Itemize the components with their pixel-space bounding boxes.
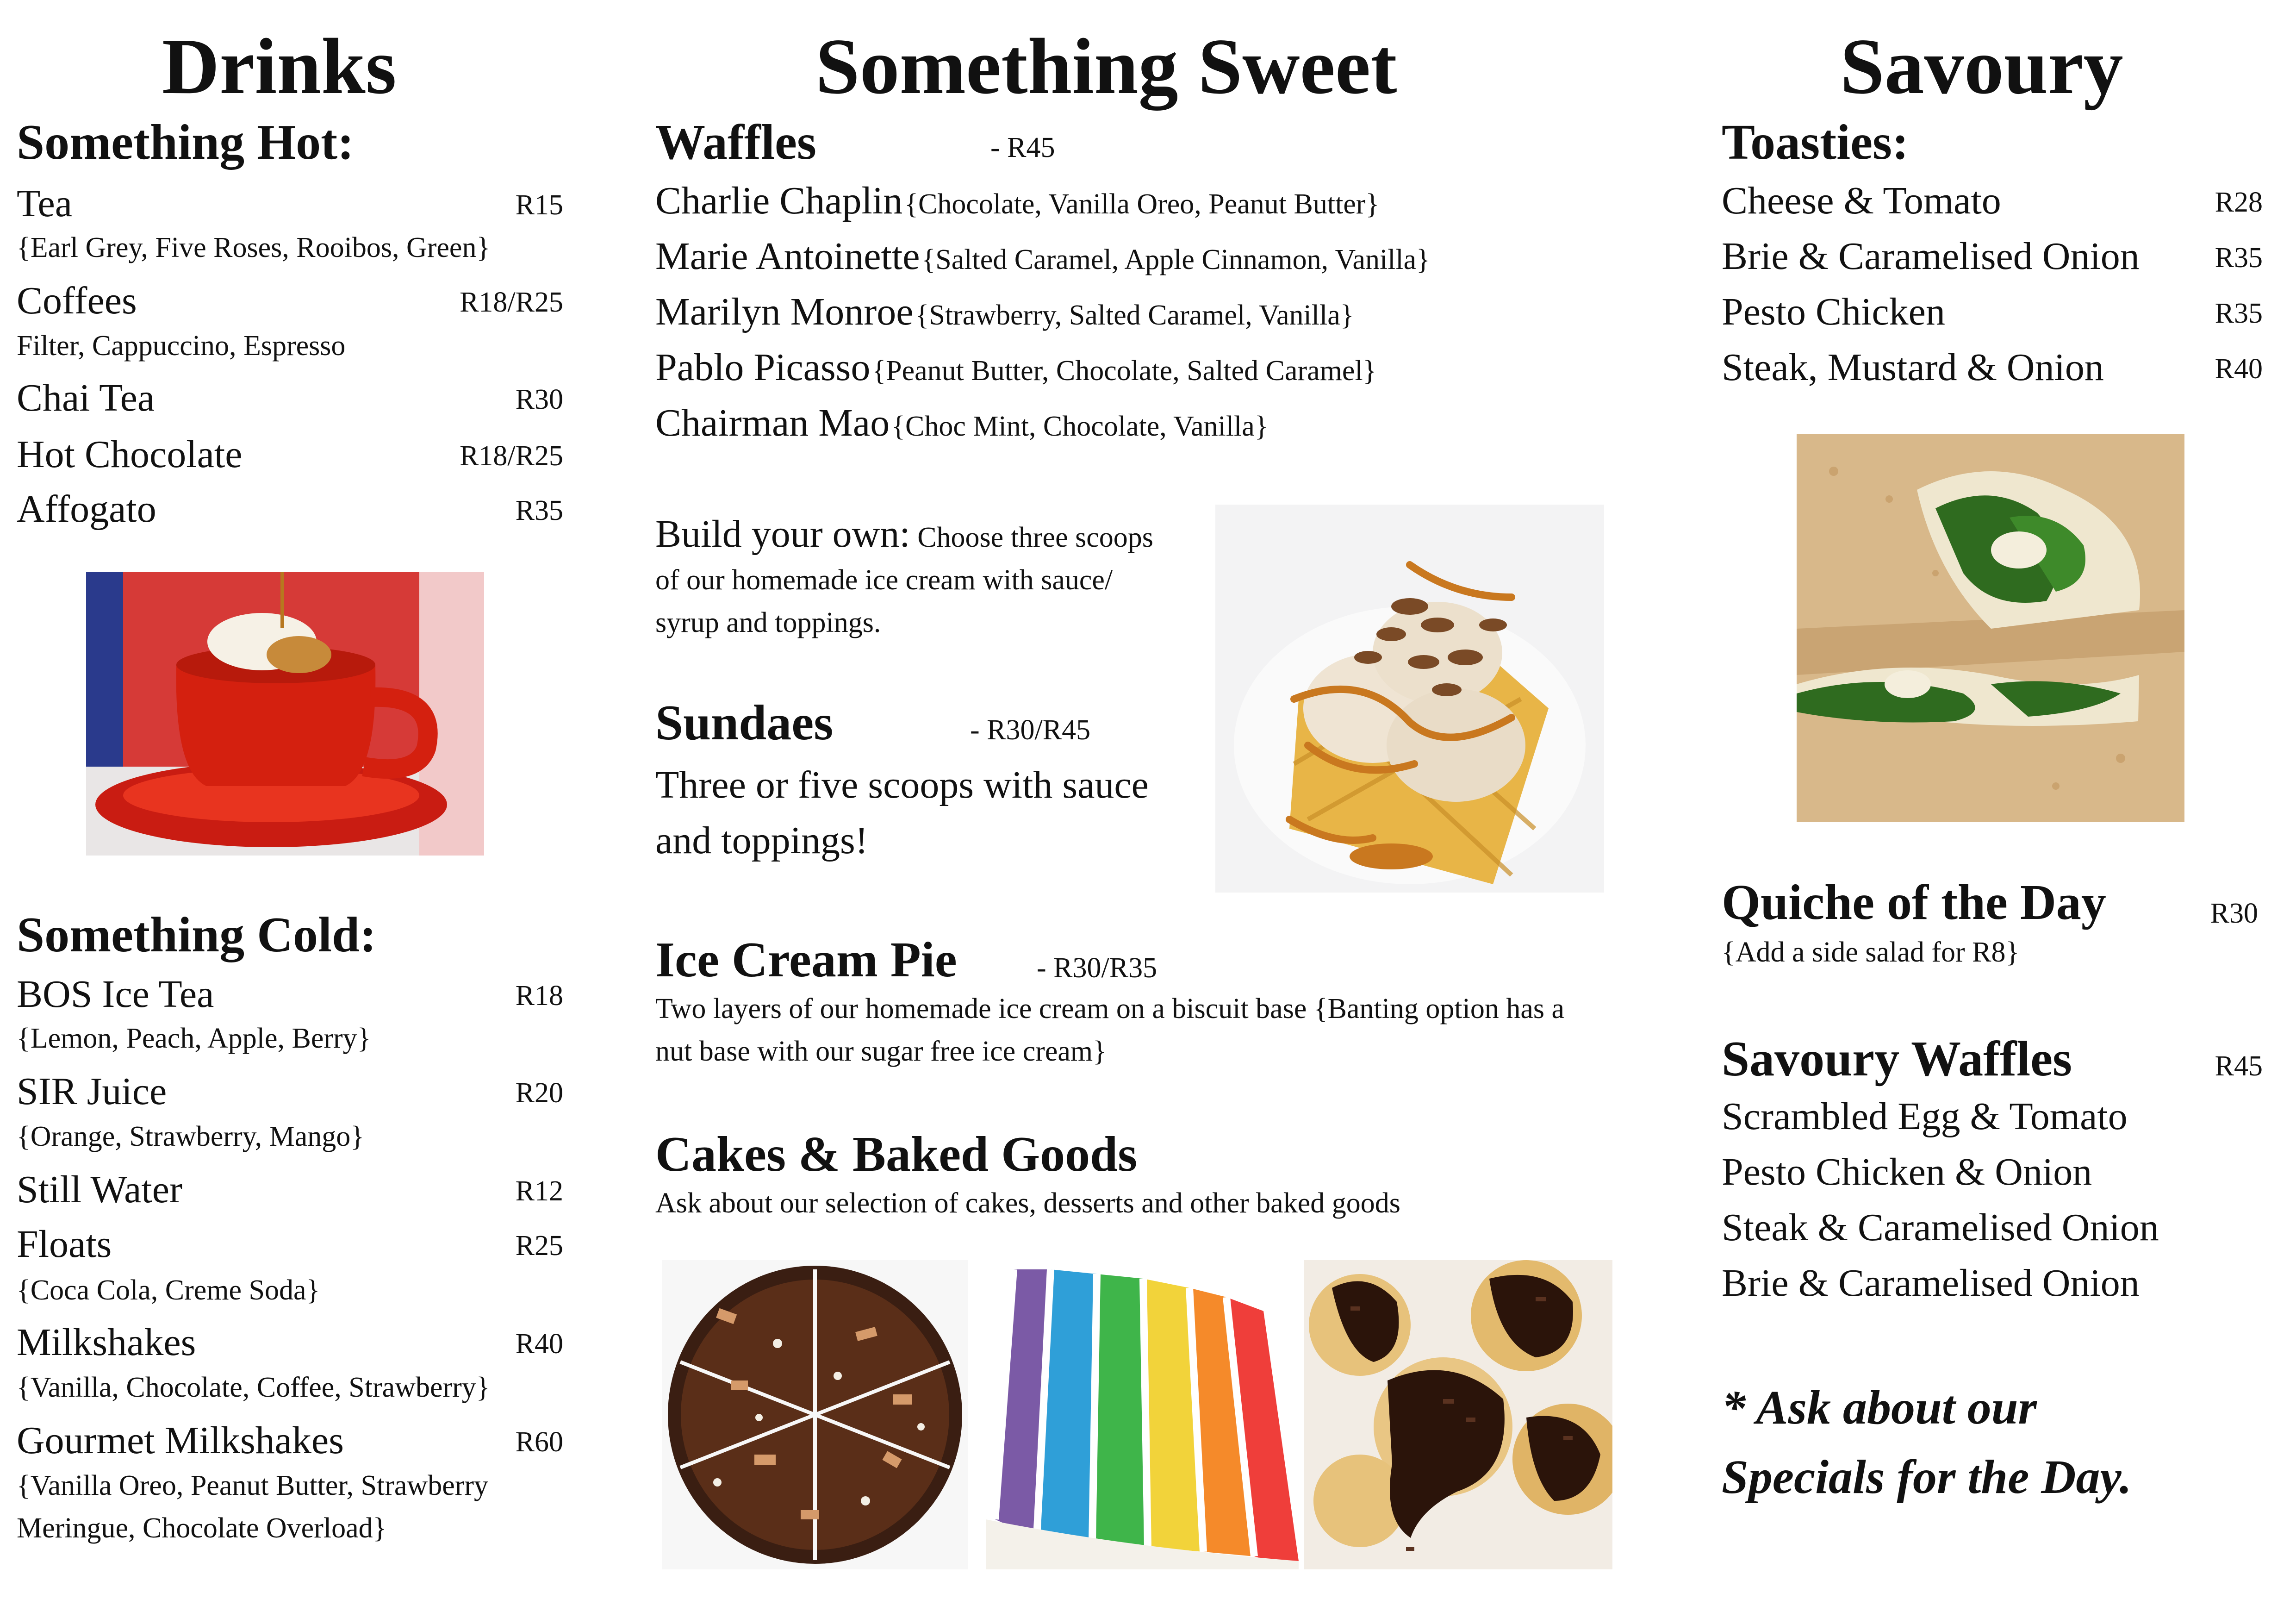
waffles-heading: Waffles	[655, 115, 816, 170]
waffles-price: - R45	[990, 132, 1055, 163]
menu-item-hot-chocolate: Hot Chocolate	[17, 433, 243, 476]
price-sir-juice: R20	[515, 1077, 563, 1109]
ice-cream-pie-price: - R30/R35	[1037, 952, 1157, 984]
price-pesto-chicken: R35	[2215, 298, 2263, 329]
price-floats: R25	[515, 1230, 563, 1262]
price-still-water: R12	[515, 1175, 563, 1207]
brownie-tart-photo	[662, 1260, 968, 1569]
savoury-waffles-price: R45	[2215, 1050, 2263, 1082]
toasties-heading: Toasties:	[1722, 115, 1909, 170]
ice-cream-pie-desc-line2: nut base with our sugar free ice cream}	[655, 1036, 1107, 1067]
price-cheese-tomato: R28	[2215, 187, 2263, 218]
waffle-toppings: {Strawberry, Salted Caramel, Vanilla}	[915, 300, 1354, 331]
price-tea: R15	[515, 189, 563, 221]
milkshakes-options: {Vanilla, Chocolate, Coffee, Strawberry}	[17, 1372, 490, 1403]
sundaes-heading: Sundaes	[655, 695, 834, 750]
price-chai-tea: R30	[515, 384, 563, 415]
price-affogato: R35	[515, 495, 563, 526]
price-bos-ice-tea: R18	[515, 980, 563, 1012]
specials-note-line2: Specials for the Day.	[1722, 1450, 2132, 1504]
specials-note	[1722, 1373, 2132, 1512]
waffle-pablo-picasso	[655, 348, 1376, 387]
toastie-cheese-tomato: Cheese & Tomato	[1722, 179, 2001, 222]
waffle-toppings: {Peanut Butter, Chocolate, Salted Caramel}	[872, 355, 1377, 387]
build-your-own-line2: of our homemade ice cream with sauce/	[655, 564, 1113, 596]
waffle-toppings: {Salted Caramel, Apple Cinnamon, Vanilla}	[921, 244, 1430, 275]
something-cold-heading: Something Cold:	[17, 907, 377, 962]
hot-drink-cup-photo	[86, 572, 484, 856]
menu-item-chai-tea: Chai Tea	[17, 376, 155, 419]
quiche-heading: Quiche of the Day	[1722, 875, 2106, 930]
quiche-price: R30	[2210, 898, 2258, 929]
toastie-photo	[1797, 434, 2184, 822]
sundaes-desc-line2: and toppings!	[655, 819, 868, 862]
waffle-name: Marie Antoinette	[655, 235, 920, 278]
savoury-waffle-scrambled-egg-tomato: Scrambled Egg & Tomato	[1722, 1095, 2128, 1138]
specials-note-line1: * Ask about our	[1722, 1381, 2037, 1434]
savoury-waffle-brie-caramelised-onion: Brie & Caramelised Onion	[1722, 1262, 2140, 1305]
menu-item-floats: Floats	[17, 1223, 112, 1266]
toastie-brie-caramelised-onion: Brie & Caramelised Onion	[1722, 235, 2140, 278]
waffle-toppings: {Choc Mint, Chocolate, Vanilla}	[891, 411, 1269, 442]
ice-cream-pie-desc-line1: Two layers of our homemade ice cream on a biscuit base {Banting option has a	[655, 993, 1565, 1024]
tea-options: {Earl Grey, Five Roses, Rooibos, Green}	[17, 232, 491, 263]
price-hot-chocolate: R18/R25	[460, 440, 563, 472]
price-gourmet-milkshakes: R60	[515, 1426, 563, 1458]
waffle-toppings: {Chocolate, Vanilla Oreo, Peanut Butter}	[904, 188, 1380, 220]
waffle-sundae-photo	[1215, 505, 1604, 893]
build-your-own-line1: Choose three scoops	[917, 522, 1153, 553]
price-milkshakes: R40	[515, 1328, 563, 1360]
build-your-own-text	[655, 512, 1206, 644]
cakes-heading: Cakes & Baked Goods	[655, 1127, 1138, 1182]
something-hot-heading: Something Hot:	[17, 115, 354, 170]
sir-juice-options: {Orange, Strawberry, Mango}	[17, 1121, 365, 1152]
waffle-charlie-chaplin	[655, 181, 1379, 220]
floats-options: {Coca Cola, Creme Soda}	[17, 1274, 320, 1306]
gourmet-milkshakes-options-2: Meringue, Chocolate Overload}	[17, 1512, 387, 1544]
menu-item-affogato: Affogato	[17, 487, 156, 531]
drinks-title: Drinks	[162, 23, 397, 111]
waffle-name: Pablo Picasso	[655, 346, 871, 389]
sundaes-price: - R30/R45	[970, 714, 1091, 746]
menu-item-bos-ice-tea: BOS Ice Tea	[17, 973, 214, 1016]
profiteroles-photo	[1304, 1260, 1612, 1569]
coffees-options: Filter, Cappuccino, Espresso	[17, 330, 346, 362]
price-steak-mustard-onion: R40	[2215, 353, 2263, 385]
waffle-name: Charlie Chaplin	[655, 179, 903, 222]
toastie-pesto-chicken: Pesto Chicken	[1722, 290, 1945, 333]
menu-item-gourmet-milkshakes: Gourmet Milkshakes	[17, 1419, 344, 1462]
rainbow-cake-photo	[986, 1260, 1299, 1569]
cakes-desc: Ask about our selection of cakes, desserts and other baked goods	[655, 1187, 1400, 1219]
price-coffees: R18/R25	[460, 287, 563, 318]
build-your-own-lead: Build your own:	[655, 512, 910, 556]
savoury-waffles-heading: Savoury Waffles	[1722, 1031, 2072, 1087]
ice-cream-pie-heading: Ice Cream Pie	[655, 932, 957, 987]
toastie-steak-mustard-onion: Steak, Mustard & Onion	[1722, 346, 2104, 389]
menu-item-tea: Tea	[17, 182, 73, 225]
menu-item-still-water: Still Water	[17, 1168, 182, 1211]
something-sweet-title: Something Sweet	[815, 23, 1397, 111]
price-brie-caramelised-onion: R35	[2215, 242, 2263, 274]
menu-item-milkshakes: Milkshakes	[17, 1321, 196, 1364]
waffle-name: Marilyn Monroe	[655, 290, 914, 333]
waffle-chairman-mao	[655, 401, 1269, 444]
savoury-title: Savoury	[1840, 23, 2123, 111]
quiche-side-salad: {Add a side salad for R8}	[1722, 937, 2020, 968]
sundaes-desc-line1: Three or five scoops with sauce	[655, 763, 1149, 806]
build-your-own-line3: syrup and toppings.	[655, 607, 881, 638]
bos-ice-tea-options: {Lemon, Peach, Apple, Berry}	[17, 1023, 371, 1054]
waffle-name: Chairman Mao	[655, 401, 890, 444]
savoury-waffle-pesto-chicken-onion: Pesto Chicken & Onion	[1722, 1150, 2092, 1193]
gourmet-milkshakes-options: {Vanilla Oreo, Peanut Butter, Strawberry	[17, 1470, 489, 1501]
menu-item-coffees: Coffees	[17, 279, 137, 322]
waffle-marie-antoinette	[655, 237, 1430, 276]
menu-item-sir-juice: SIR Juice	[17, 1070, 167, 1113]
waffle-marilyn-monroe	[655, 290, 1354, 333]
savoury-waffle-steak-caramelised-onion: Steak & Caramelised Onion	[1722, 1206, 2159, 1249]
